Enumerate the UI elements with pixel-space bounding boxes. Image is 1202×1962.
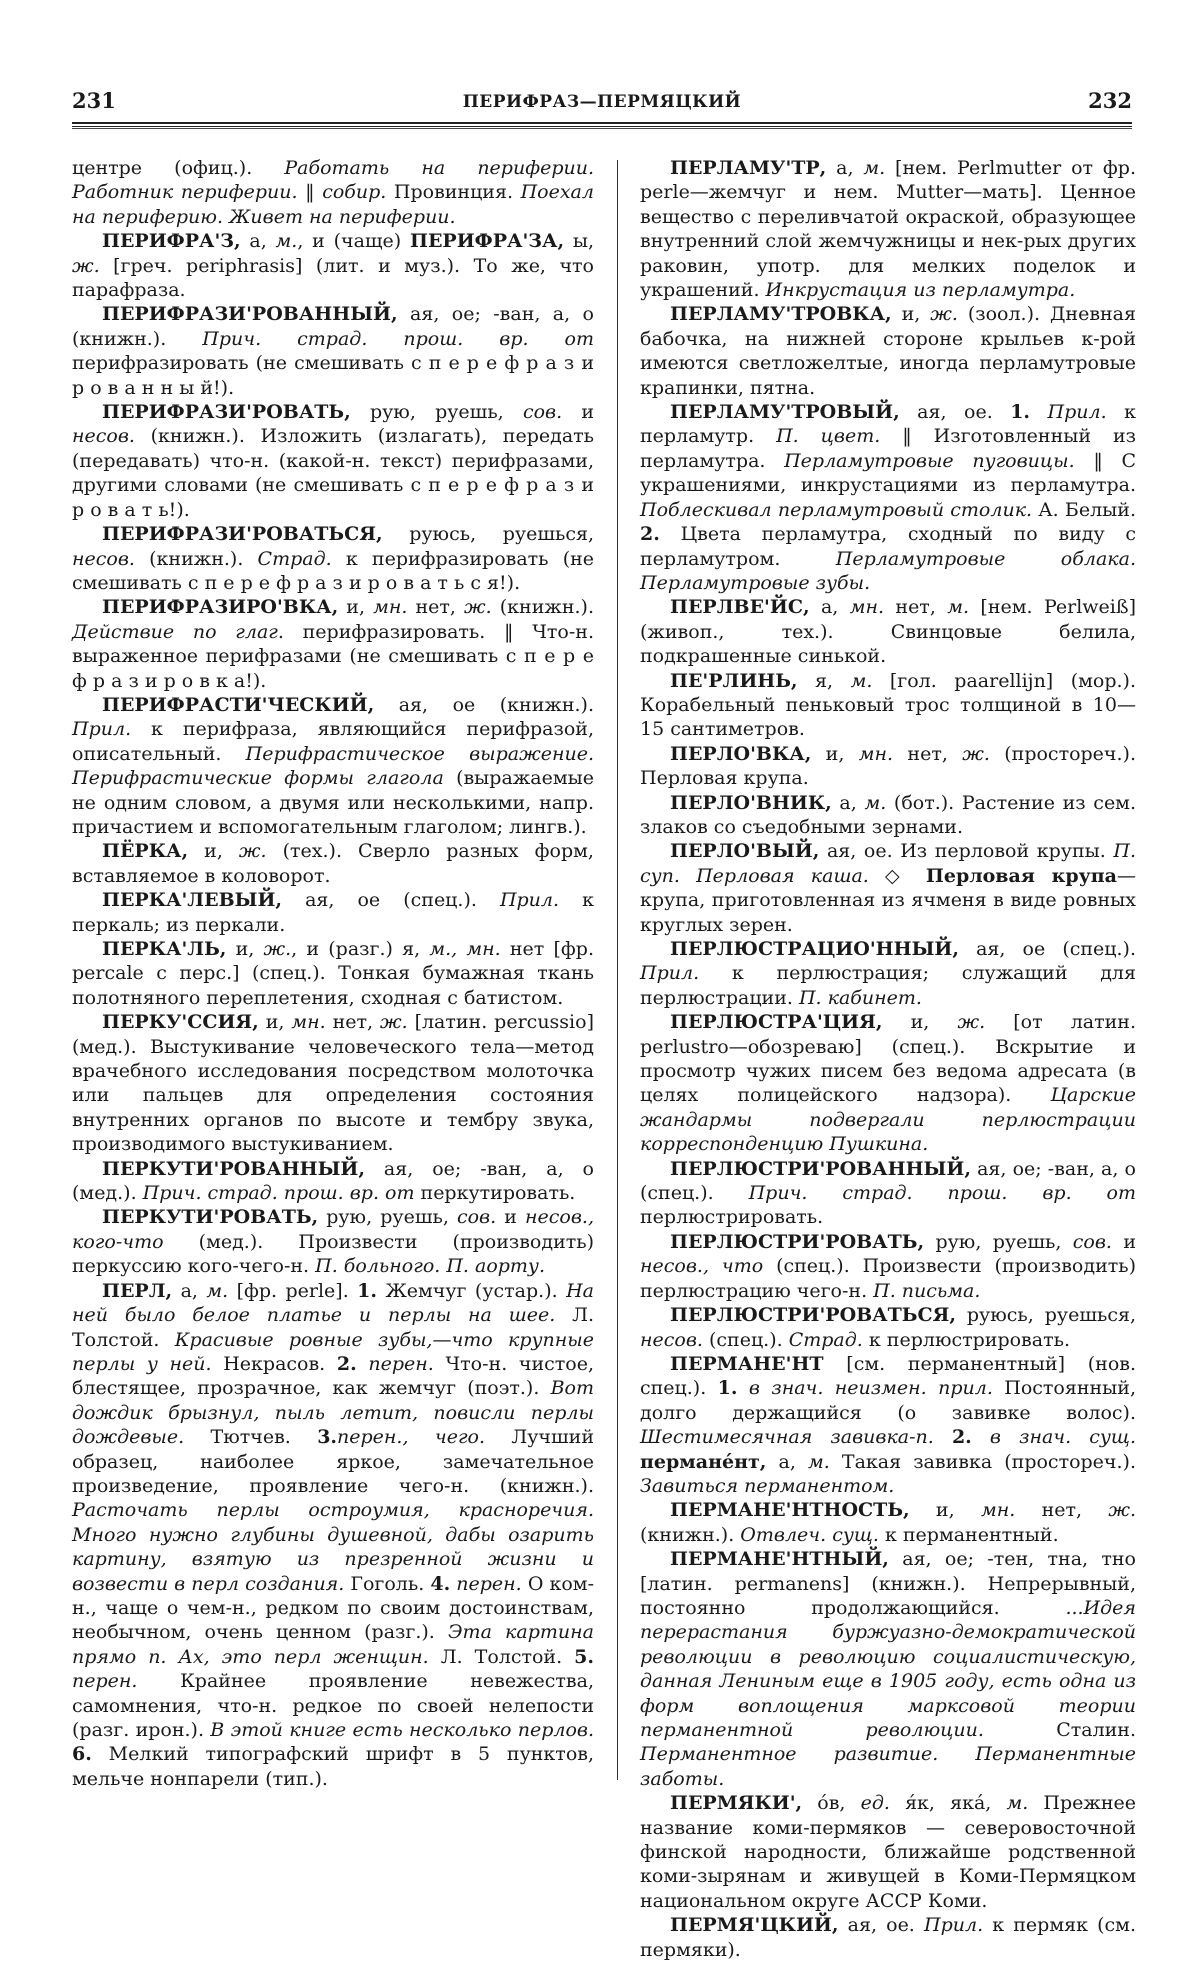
italic-text: Отвлеч. сущ. (740, 1523, 879, 1546)
italic-text: перен., чего. (337, 1426, 486, 1449)
dictionary-entry (640, 1498, 1136, 1547)
definition-text (357, 1353, 369, 1375)
headword: ПЕРМАНЕ'НТНОСТЬ, (670, 1499, 910, 1522)
dictionary-entry (72, 1010, 594, 1156)
bold-text: 5. (574, 1645, 594, 1668)
bold-text: 3. (317, 1426, 338, 1449)
definition-text: а, (766, 1450, 808, 1473)
dictionary-entry (72, 229, 594, 302)
definition-text: О ком-н., чаще о чем-н., редком по своим достоинствам, необычном, очень ценном (разг.). (72, 1572, 594, 1644)
definition-text: рую, руешь, (318, 1206, 457, 1229)
definition-text: (книжн.). Изложить (излагать), передать (передавать) что-н. (какой-н. текст) перифразами, другими словами (не смешивать с п е р е ф р а з и р о в а т ь!). (72, 425, 594, 521)
italic-text: перен. (72, 1670, 138, 1693)
dictionary-entry (640, 1303, 1136, 1352)
definition-text: ◇ (868, 864, 926, 887)
definition-text: нет, (1015, 1499, 1109, 1522)
italic-text: Работать на периферии. Работник периферии. (72, 157, 594, 204)
definition-text: Такая завивка (простореч.). (829, 1450, 1136, 1473)
italic-text: П. кабинет. (798, 986, 922, 1009)
italic-text: П. больного. П. аорту. (315, 1255, 545, 1278)
definition-text: нет, (407, 596, 465, 619)
dictionary-entry (72, 522, 594, 595)
italic-text: Перманентное развитие. Перманентные заботы. (640, 1743, 1136, 1790)
dictionary-entry (640, 669, 1136, 742)
header-rule-thin (72, 128, 1132, 129)
definition-text: Л. Толстой. (72, 1304, 595, 1351)
italic-text: Прил. (640, 962, 700, 985)
definition-text: а, (826, 157, 864, 179)
italic-text: Прич. страд. прош. вр. от (748, 1182, 1136, 1205)
italic-text: Эта картина прямо п. Ах, это перл женщин. (72, 1621, 594, 1668)
right-column (640, 156, 1136, 1962)
dictionary-entry (640, 1010, 1136, 1156)
definition-text: и (562, 401, 594, 424)
definition-text: руюсь, руешься, (955, 1304, 1136, 1327)
definition-text: ‖ (297, 181, 323, 204)
headword: ПЕРИФРАЗИ'РОВАТЬ, (102, 401, 351, 424)
definition-text: [см. перманентный] (нов. спец.). (640, 1352, 1136, 1400)
definition-text: , и (разг.) я, (291, 938, 430, 960)
italic-text: несов., кого-что (72, 1206, 594, 1253)
headword: ПЕРЛЮСТРИ'РОВАТЬСЯ, (670, 1304, 956, 1327)
italic-text: В этой книге есть несколько перлов. (210, 1719, 594, 1741)
definition-text: ‖ Изготовленный из перламутра. (640, 425, 1137, 472)
italic-text: несов. (72, 425, 135, 448)
definition-text: нет, (884, 596, 948, 619)
italic-text: собир. (322, 181, 387, 204)
bold-text: 1. (717, 1377, 738, 1400)
headword: ПЕРЛЮСТРАЦИО'ННЫЙ, (670, 938, 959, 960)
bold-text: 1. (1010, 401, 1031, 424)
italic-text: перен. (456, 1572, 522, 1595)
headword: ПЕРКУТИ'РОВАТЬ, (102, 1206, 319, 1229)
definition-text: к перифразировать (не смешивать с п е р е ф р а з и р о в а т ь с я!). (72, 547, 595, 594)
definition-text: нет [фр. percale с перс.] (спец.). Тонкая бумажная ткань полотняного переплетения, сходная с батистом. (72, 938, 594, 1009)
italic-text: ж. (464, 596, 492, 619)
dictionary-entry (72, 1205, 594, 1278)
headword: ПЕРМЯ'ЦКИЙ, (670, 1914, 839, 1937)
italic-text: м. (807, 1450, 830, 1473)
italic-text: мн. (373, 596, 408, 619)
italic-text: Шестимесячная завивка-п. (640, 1426, 934, 1449)
definition-text: —крупа, приготовленная из ячменя в виде ровных круглых зерен. (640, 864, 1136, 936)
dictionary-entry (640, 839, 1136, 937)
italic-text: Прич. страд. прош. вр. от (202, 327, 595, 350)
italic-text: Прил. (499, 889, 560, 912)
definition-text: рую, руешь, (350, 401, 523, 424)
italic-text: Прич. страд. прош. вр. от (142, 1182, 415, 1205)
definition-text: и, (909, 1499, 981, 1522)
italic-text: Прил. (1047, 401, 1107, 424)
headword: ПЕРИФРА'З, (102, 230, 241, 253)
headword: ПЕРМЯКИ', (670, 1792, 803, 1815)
headword: ПЕРИФРАЗИРО'ВКА, (102, 596, 339, 619)
definition-text: и, (188, 840, 239, 863)
dictionary-entry (640, 937, 1136, 1010)
italic-text: несов., что (640, 1255, 764, 1278)
definition-text: к перламутр. (640, 401, 1136, 448)
definition-text: Жемчуг (устар.). (377, 1279, 567, 1302)
definition-text: а, (240, 230, 276, 253)
definition-text: (книжн.). (491, 596, 594, 619)
headword: ПЕРЛО'ВНИК, (670, 791, 832, 814)
definition-text: и (496, 1206, 526, 1229)
definition-text: ая, ое. Из перловой крупы. (819, 840, 1114, 863)
italic-text: м., мн. (429, 938, 501, 960)
definition-text: А. Белый. (1032, 498, 1136, 521)
left-page-number: 231 (72, 88, 116, 113)
header-rule (72, 122, 1132, 127)
headword: ПЕРЛВЕ'ЙС, (670, 596, 810, 619)
definition-text: ая, ое; -ван, а, о (книжн.). (72, 303, 594, 350)
dictionary-entry (640, 302, 1136, 400)
headword: ПЕРЛЮСТРИ'РОВАТЬ, (670, 1230, 925, 1253)
headword: ПЕРЛАМУ'ТРОВКА, (670, 303, 892, 326)
headword: ПЕРКУ'ССИЯ, (102, 1011, 259, 1034)
definition-text: к перлюстрация; служащий для перлюстрации. (640, 962, 1136, 1009)
definition-text: [греч. periphrasis] (лит. и муз.). То же, что парафраза. (72, 254, 594, 302)
definition-text: к перифраза, являющийся перифразой, описательный. (72, 718, 594, 765)
italic-text: м. (864, 791, 887, 814)
dictionary-entry (640, 156, 1136, 302)
italic-text: Прил. (72, 718, 132, 741)
italic-text: Перламутровые облака. Перламутровые зубы. (640, 547, 1136, 594)
definition-text: Сталин. (983, 1719, 1137, 1741)
definition-text: (спец.). Произвести (производить) перлюстрацию чего-н. (640, 1255, 1136, 1302)
definition-text: и, (338, 596, 374, 619)
headword: ПЕРЛ, (102, 1279, 173, 1302)
italic-text: м. (1006, 1792, 1029, 1815)
definition-text: Цвета перламутра, сходный по виду с перламутром. (640, 523, 1136, 570)
definition-text: (книжн.). (134, 547, 258, 570)
italic-text: несов. (72, 547, 135, 570)
italic-text: Завиться перманентом. (640, 1474, 895, 1497)
italic-text: м. (275, 230, 298, 253)
dictionary-entry (72, 1279, 594, 1792)
italic-text: мн. (291, 1011, 326, 1034)
headword: ПЁРКА, (102, 840, 189, 863)
bold-text: Перловая крупа (925, 864, 1117, 887)
definition-text: перифразировать. ‖ Что-н. выраженное перифразами (не смешивать с п е р е ф р а з и р о в к а!). (72, 620, 594, 692)
bold-text: 2. (640, 523, 660, 546)
definition-text: ая, ое. (899, 401, 1011, 424)
dictionary-entry (640, 595, 1136, 668)
definition-text: ‖ С украшениями, инкрустациями из перламутра. (640, 449, 1136, 497)
definition-text: руюсь, руешься, (382, 523, 594, 546)
definition-text: к пермяк (см. пермяки). (640, 1914, 1136, 1961)
dictionary-entry (72, 1157, 594, 1206)
definition-text: и (1111, 1230, 1136, 1253)
definition-text: Некрасов. (211, 1352, 337, 1375)
italic-text: м. (947, 596, 970, 619)
definition-text: (бот.). Растение из сем. злаков со съедобными зернами. (640, 791, 1137, 838)
dictionary-entry (640, 1547, 1136, 1791)
italic-text: сов. (522, 401, 563, 424)
headword: ПЕРЛЮСТРИ'РОВАННЫЙ, (670, 1157, 971, 1180)
definition-text: (простореч.). Перловая крупа. (640, 742, 1136, 790)
headword: ПЕРИФРАЗИ'РОВАННЫЙ, (102, 303, 398, 326)
italic-text: м. (863, 157, 886, 179)
italic-text: Царские жандармы подвергали перлюстрации корреспонденцию Пушкина. (640, 1084, 1136, 1156)
definition-text: центре (офиц.). (72, 157, 285, 179)
bold-text: 2. (336, 1352, 357, 1375)
headword: ПЕРМАНЕ'НТ (670, 1352, 824, 1375)
dictionary-entry (640, 1157, 1136, 1230)
definition-text: , и (чаще) (297, 230, 410, 253)
dictionary-entry (640, 1913, 1136, 1962)
definition-text (1030, 401, 1047, 423)
italic-text: Красивые ровные зубы,—что крупные перлы у ней. (72, 1328, 595, 1375)
definition-text: (зоол.). Дневная бабочка, на нижней стороне крыльев к-рой имеются светложелтые, иногда перламутровые крапинки, пятна. (640, 303, 1136, 399)
italic-text: ...Идея перерастания буржуазно-демократической революции в революцию социалистическую, данная Лениным еще в 1905 году, есть одна из форм воплощения марксовой теории перманентной революции. (640, 1596, 1136, 1741)
definition-text: ая, ое (спец.). (282, 889, 500, 912)
definition-text: я, (797, 669, 851, 692)
definition-text: ая, ое; -ван, а, о (спец.). (640, 1157, 1136, 1205)
definition-text: и, (811, 742, 859, 765)
definition-text: Крайнее проявление невежества, самомнения, что-н. редкое по своей нелепости (разг. ирон.). (72, 1670, 594, 1741)
definition-text: я́к, яка́, (889, 1792, 1007, 1815)
definition-text: (выражаемые не одним словом, а двумя или несколькими, напр. причастием и вспомогательным глаголом; лингв.). (72, 767, 594, 838)
italic-text: сов. (1072, 1230, 1112, 1253)
bold-text: 6. (72, 1743, 92, 1766)
definition-text: и, (882, 1011, 958, 1034)
definition-text: к перлюстрировать. (862, 1328, 1070, 1351)
italic-text: Поехал на периферию. Живет на периферии. (72, 181, 594, 228)
dictionary-entry (640, 1791, 1136, 1913)
headword: ПЕРКА'ЛЕВЫЙ, (102, 889, 283, 912)
definition-text (934, 1426, 952, 1448)
italic-text: Поблескивал перламутровый столик. (640, 498, 1033, 521)
definition-text: óв, (802, 1792, 861, 1815)
definition-text: ая, ое (книжн.). (374, 693, 594, 716)
definition-text: перкутировать. (414, 1182, 576, 1205)
right-page-number: 232 (1088, 88, 1132, 113)
dictionary-entry (72, 302, 594, 400)
italic-text: П. суп. Перловая каша. (640, 840, 1136, 887)
definition-text: и, (258, 1011, 292, 1034)
definition-text: ая, ое. (838, 1914, 924, 1937)
running-title: ПЕРИФРАЗ—ПЕРМЯЦКИЙ (462, 92, 742, 112)
headword: ПЕРМАНЕ'НТНЫЙ, (670, 1548, 889, 1571)
headword: ПЕРЛАМУ'ТР, (670, 157, 827, 179)
definition-text: (книжн.). (640, 1523, 741, 1546)
definition-text: [от латин. perlustro—обозреваю] (спец.). Вскрытие и просмотр чужих писем без ведома адресата (в целях полицейского надзора). (640, 1011, 1136, 1107)
italic-text: ж. (962, 742, 990, 765)
italic-text: несов. (640, 1328, 703, 1351)
definition-text: Постоянный, долго держащийся (о завивке волос). (640, 1377, 1136, 1424)
italic-text: в знач. сущ. (989, 1426, 1136, 1449)
definition-text: (спец.). (702, 1328, 789, 1351)
italic-text: Перламутровые пуговицы. (784, 449, 1075, 472)
italic-text: ж. (1108, 1499, 1136, 1522)
headword: ПЕРЛЮСТРА'ЦИЯ, (670, 1011, 883, 1034)
definition-text: и, (891, 303, 931, 326)
definition-text: ая, ое; -тен, тна, тно [латин. permanens] (книжн.). Непрерывный, постоянно продолжающийся. (640, 1548, 1136, 1619)
italic-text: ж. (957, 1011, 986, 1034)
definition-text: Провинция. (386, 181, 521, 204)
headword: ПЕ'РЛИНЬ, (670, 669, 798, 692)
headword: ПЕРЛО'ВЫЙ, (670, 840, 820, 863)
italic-text: ж. (263, 938, 292, 960)
definition-text: перифразировать (не смешивать с п е р е ф р а з и р о в а н н ы й!). (72, 352, 594, 399)
bold-text: 4. (430, 1572, 451, 1595)
italic-text: Страд. (788, 1328, 863, 1351)
column-divider (617, 160, 618, 1780)
headword: ПЕРКУТИ'РОВАННЫЙ, (102, 1157, 365, 1180)
definition-text: к перкаль; из перкали. (72, 889, 594, 936)
definition-text: (тех.). Сверло разных форм, вставляемое в коловорот. (72, 840, 594, 887)
italic-text: П. письма. (873, 1279, 981, 1302)
italic-text: ж. (380, 1011, 408, 1034)
bold-text: 2. (951, 1426, 972, 1449)
italic-text: перен. (368, 1352, 434, 1375)
dictionary-entry (72, 595, 594, 693)
definition-text: ая, ое (спец.). (958, 938, 1136, 960)
italic-text: На ней было белое платье и перлы на шее. (72, 1279, 594, 1327)
dictionary-entry (72, 400, 594, 522)
headword: ПЕРЛАМУ'ТРОВЫЙ, (670, 401, 900, 424)
definition-text: Л. Толстой. (428, 1645, 575, 1668)
definition-text: нет, (325, 1011, 380, 1034)
definition-text: а, (172, 1279, 207, 1302)
definition-text: рую, руешь, (924, 1230, 1073, 1253)
definition-text: Тютчев. (184, 1426, 318, 1449)
definition-text: ая, ое; -ван, а, о (мед.). (72, 1157, 594, 1205)
dictionary-entry (72, 693, 594, 839)
headword: ПЕРЛО'ВКА, (670, 742, 812, 765)
definition-text: к перманентный. (878, 1523, 1059, 1546)
headword: ПЕРИФРАЗИ'РОВАТЬСЯ, (102, 523, 383, 546)
italic-text: Расточать перлы остроумия, красноречия. Много нужно глубины душевной, дабы озарить картину, взятую из презренной жизни и возвести в перл создания. (72, 1499, 594, 1595)
definition-text: (мед.). Произвести (производить) перкуссию кого-чего-н. (72, 1230, 594, 1278)
italic-text: ж. (238, 840, 267, 863)
definition-text: [нем. Perlweiß] (живоп., тех.). Свинцовые белила, подкрашенные синькой. (640, 596, 1136, 668)
definition-text: а, (809, 596, 850, 619)
continued-entry (72, 156, 594, 229)
headword: ПЕРКА'ЛЬ, (102, 938, 227, 960)
bold-text: перманéнт, (640, 1450, 767, 1473)
bold-text: ПЕРИФРА'ЗА, (410, 230, 565, 253)
definition-text: [латин. percussio] (мед.). Выстукивание человеческого тела—метод врачебного исследования посредством молоточка или пальцев для определения состояния внутренних органов по высоте и тембру звука, производимого выстукиванием. (72, 1011, 594, 1156)
italic-text: м. (850, 669, 873, 692)
definition-text: нет, (893, 742, 963, 765)
dictionary-entry (72, 937, 594, 1010)
italic-text: Инкрустация из перламутра. (765, 279, 1076, 302)
definition-text (738, 1377, 749, 1399)
dictionary-entry (72, 888, 594, 937)
definition-text (972, 1426, 990, 1448)
italic-text: в знач. неизмен. прил. (748, 1377, 993, 1400)
italic-text: Прил. (924, 1914, 984, 1937)
italic-text: сов. (456, 1206, 497, 1229)
page-header (72, 88, 1132, 118)
dictionary-entry (640, 1352, 1136, 1498)
definition-text: Прежнее название коми-пермяков — северовосточной финской народности, ближайше родственной коми-зырянам и живущей в Коми-Пермяцком национальном округе АССР Коми. (640, 1792, 1136, 1912)
definition-text: и, (226, 938, 264, 960)
dictionary-entry (640, 400, 1136, 595)
italic-text: П. цвет. (776, 425, 881, 448)
italic-text: мн. (980, 1499, 1016, 1522)
italic-text: ж. (72, 254, 100, 277)
definition-text: Лучший образец, наиболее яркое, замечательное произведение, проявление чего-н. (книжн.). (72, 1426, 594, 1497)
dictionary-entry (640, 791, 1136, 840)
definition-text: Что-н. чистое, блестящее, прозрачное, как жемчуг (поэт.). (72, 1352, 594, 1400)
definition-text: ы, (564, 230, 595, 253)
italic-text: мн. (849, 596, 885, 619)
definition-text: Мелкий типографский шрифт в 5 пунктов, мельче нонпарели (тип.). (72, 1743, 594, 1790)
bold-text: 1. (357, 1279, 378, 1302)
italic-text: Вот дождик брызнул, пыль летит, повисли перлы дождевые. (72, 1377, 594, 1449)
italic-text: Перифрастическое выражение. Перифрастические формы глагола (72, 742, 594, 790)
headword: ПЕРИФРАСТИ'ЧЕСКИЙ, (102, 693, 375, 716)
definition-text: а, (831, 791, 865, 814)
dictionary-entry (72, 839, 594, 888)
definition-text: перлюстрировать. (640, 1206, 824, 1229)
dictionary-entry (640, 742, 1136, 791)
definition-text: [фр. perle]. (228, 1279, 358, 1302)
italic-text: Действие по глаг. (72, 620, 284, 643)
definition-text: [нем. Perlmutter от фр. perle—жемчуг и нем. Mutter—мать]. Ценное вещество с переливчатой окраской, образующее внутренний слой жемчужницы и нек-рых других раковин, употр. для мелких поделок и украшений. (640, 157, 1136, 302)
italic-text: мн. (858, 742, 894, 765)
italic-text: ед. (860, 1792, 890, 1815)
italic-text: Страд. (257, 547, 332, 570)
definition-text: Гоголь. (344, 1572, 431, 1595)
left-column (72, 156, 594, 1791)
dictionary-entry (640, 1230, 1136, 1303)
italic-text: м. (206, 1279, 229, 1302)
definition-text: [гол. paarellijn] (мор.). Корабельный пеньковый трос толщиной в 10—15 сантиметров. (640, 669, 1137, 741)
italic-text: ж. (930, 303, 958, 326)
